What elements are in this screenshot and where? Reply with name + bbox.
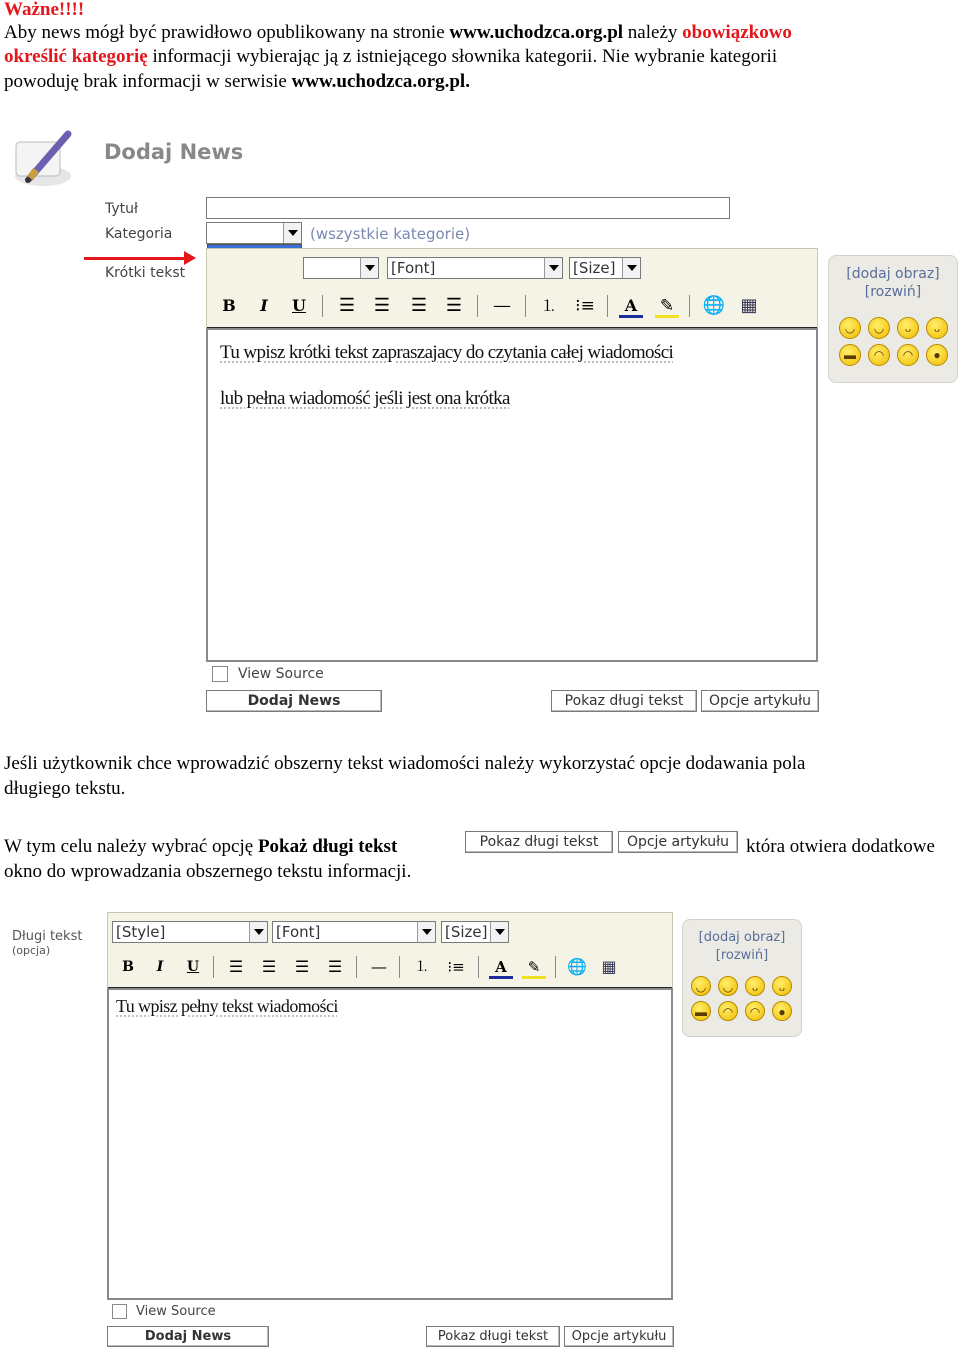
intro-line-2: określić kategorię informacji wybierając ją z istniejącego słownika kategorii. Nie wybranie kategorii bbox=[4, 46, 778, 67]
editor-toolbar-2 bbox=[107, 912, 673, 990]
smiley-icon[interactable]: ◡ bbox=[691, 976, 711, 996]
align-center-icon[interactable]: ☰ bbox=[373, 295, 391, 316]
highlight-icon[interactable]: ✎ bbox=[655, 294, 679, 318]
add-image-link-2[interactable]: [dodaj obraz] bbox=[698, 930, 786, 945]
smiley-icon[interactable]: ▬ bbox=[691, 1001, 711, 1021]
smiley-icon[interactable]: ● bbox=[926, 344, 948, 366]
long-text-label: Długi tekst (opcja) bbox=[12, 929, 83, 957]
pen-icon bbox=[10, 128, 76, 190]
view-source-checkbox[interactable] bbox=[212, 666, 228, 682]
style-select-2[interactable]: [Style] bbox=[112, 921, 268, 943]
category-select[interactable] bbox=[206, 222, 302, 244]
font-select[interactable]: [Font] bbox=[387, 257, 563, 279]
editor-toolbar bbox=[206, 248, 818, 330]
link-icon[interactable]: 🌐 bbox=[702, 295, 726, 316]
font-color-icon[interactable]: A bbox=[619, 294, 643, 318]
article-options-button[interactable]: Opcje artykułu bbox=[701, 690, 819, 712]
smiley-icon[interactable]: ◠ bbox=[868, 344, 890, 366]
chevron-down-icon bbox=[283, 223, 301, 243]
highlight-icon[interactable]: ✎ bbox=[522, 955, 546, 979]
long-editor-text-line-1: Tu wpisz pełny tekst wiadomości bbox=[116, 996, 338, 1016]
ordered-list-icon[interactable]: ⒈ bbox=[415, 959, 429, 975]
size-select[interactable]: [Size] bbox=[569, 257, 641, 279]
category-label: Kategoria bbox=[105, 226, 173, 242]
inline-show-long-button[interactable]: Pokaz długi tekst bbox=[465, 831, 613, 853]
middle-paragraph-line-2: długiego tekstu. bbox=[4, 778, 126, 799]
smiley-icon[interactable]: ◡ bbox=[868, 317, 890, 339]
instruction-line-1-end: która otwiera dodatkowe bbox=[746, 836, 935, 857]
horizontal-rule-icon[interactable]: — bbox=[371, 957, 387, 976]
title-label: Tytuł bbox=[105, 201, 138, 217]
view-source-label: View Source bbox=[238, 666, 324, 682]
smiley-icon[interactable]: ◠ bbox=[745, 1001, 765, 1021]
smiley-icon[interactable]: ◠ bbox=[718, 1001, 738, 1021]
align-center-icon[interactable]: ☰ bbox=[261, 957, 277, 976]
add-image-link[interactable]: [dodaj obraz] bbox=[846, 266, 940, 282]
align-right-icon[interactable]: ☰ bbox=[294, 957, 310, 976]
bold-icon[interactable]: B bbox=[222, 296, 236, 315]
show-long-text-button-2[interactable]: Pokaz długi tekst bbox=[426, 1326, 560, 1347]
view-source-checkbox-2[interactable] bbox=[112, 1304, 127, 1319]
align-left-icon[interactable]: ☰ bbox=[338, 295, 356, 316]
all-categories-link[interactable]: (wszystkie kategorie) bbox=[310, 225, 471, 243]
align-left-icon[interactable]: ☰ bbox=[228, 957, 244, 976]
size-select-2[interactable]: [Size] bbox=[441, 921, 509, 943]
inline-options-button[interactable]: Opcje artykułu bbox=[618, 831, 738, 853]
font-color-icon[interactable]: A bbox=[489, 955, 513, 979]
editor-text-line-1: Tu wpisz krótki tekst zapraszajacy do czytania całej wiadomości bbox=[220, 342, 674, 363]
bold-icon[interactable]: B bbox=[122, 959, 134, 975]
underline-icon[interactable]: U bbox=[186, 959, 200, 975]
style-select[interactable] bbox=[303, 257, 379, 279]
show-long-text-button[interactable]: Pokaz długi tekst bbox=[551, 690, 697, 712]
smiley-icon[interactable]: ᴗ bbox=[745, 976, 765, 996]
editor-text-line-2: lub pełna wiadomość jeśli jest ona krótka bbox=[220, 388, 510, 409]
ordered-list-icon[interactable]: ⒈ bbox=[541, 297, 557, 315]
horizontal-rule-icon[interactable]: — bbox=[493, 295, 511, 316]
align-right-icon[interactable]: ☰ bbox=[410, 295, 428, 316]
smiley-icon[interactable]: ◡ bbox=[718, 976, 738, 996]
red-arrow-head bbox=[184, 251, 196, 265]
expand-link-2[interactable]: [rozwiń] bbox=[715, 948, 769, 963]
smiley-icon[interactable]: ▬ bbox=[839, 344, 861, 366]
smiley-icon[interactable]: ● bbox=[772, 1001, 792, 1021]
short-text-editor[interactable] bbox=[206, 328, 818, 662]
smiley-icon[interactable]: ᴗ bbox=[926, 317, 948, 339]
long-text-editor[interactable] bbox=[107, 988, 673, 1300]
expand-link[interactable]: [rozwiń] bbox=[864, 284, 922, 300]
italic-icon[interactable]: I bbox=[260, 296, 268, 315]
unordered-list-icon[interactable]: ⁝≡ bbox=[447, 958, 465, 976]
short-text-label: Krótki tekst bbox=[105, 265, 186, 281]
instruction-line-1: W tym celu należy wybrać opcję Pokaż długi tekst bbox=[4, 836, 398, 857]
view-source-label-2: View Source bbox=[136, 1304, 216, 1319]
intro-line-1: Aby news mógł być prawidłowo opublikowany na stronie www.uchodzca.org.pl należy obowiązkowo bbox=[4, 22, 792, 43]
smiley-icon[interactable]: ᴗ bbox=[897, 317, 919, 339]
instruction-line-2: okno do wprowadzania obszernego tekstu informacji. bbox=[4, 861, 412, 882]
table-icon[interactable]: ▦ bbox=[740, 295, 758, 316]
red-arrow bbox=[84, 257, 184, 260]
table-icon[interactable]: ▦ bbox=[601, 957, 617, 976]
submit-news-button-2[interactable]: Dodaj News bbox=[107, 1326, 269, 1347]
emoticon-panel bbox=[828, 255, 958, 383]
middle-paragraph-line-1: Jeśli użytkownik chce wprowadzić obszerny tekst wiadomości należy wykorzystać opcje dodawania pola bbox=[4, 753, 806, 774]
page-title: Dodaj News bbox=[104, 140, 244, 164]
smiley-icon[interactable]: ᴗ bbox=[772, 976, 792, 996]
submit-news-button[interactable]: Dodaj News bbox=[206, 690, 382, 712]
link-icon[interactable]: 🌐 bbox=[567, 957, 587, 976]
smiley-icon[interactable]: ◠ bbox=[897, 344, 919, 366]
underline-icon[interactable]: U bbox=[292, 296, 306, 315]
justify-icon[interactable]: ☰ bbox=[327, 957, 343, 976]
article-options-button-2[interactable]: Opcje artykułu bbox=[564, 1326, 674, 1347]
important-heading: Ważne!!!! bbox=[4, 0, 85, 20]
title-input[interactable] bbox=[206, 197, 730, 219]
justify-icon[interactable]: ☰ bbox=[445, 295, 463, 316]
emoticon-panel-2 bbox=[682, 919, 802, 1037]
intro-line-3: powoduję brak informacji w serwisie www.uchodzca.org.pl. bbox=[4, 71, 470, 92]
smiley-icon[interactable]: ◡ bbox=[839, 317, 861, 339]
font-select-2[interactable]: [Font] bbox=[272, 921, 436, 943]
italic-icon[interactable]: I bbox=[156, 959, 164, 975]
unordered-list-icon[interactable]: ⁝≡ bbox=[575, 296, 595, 316]
